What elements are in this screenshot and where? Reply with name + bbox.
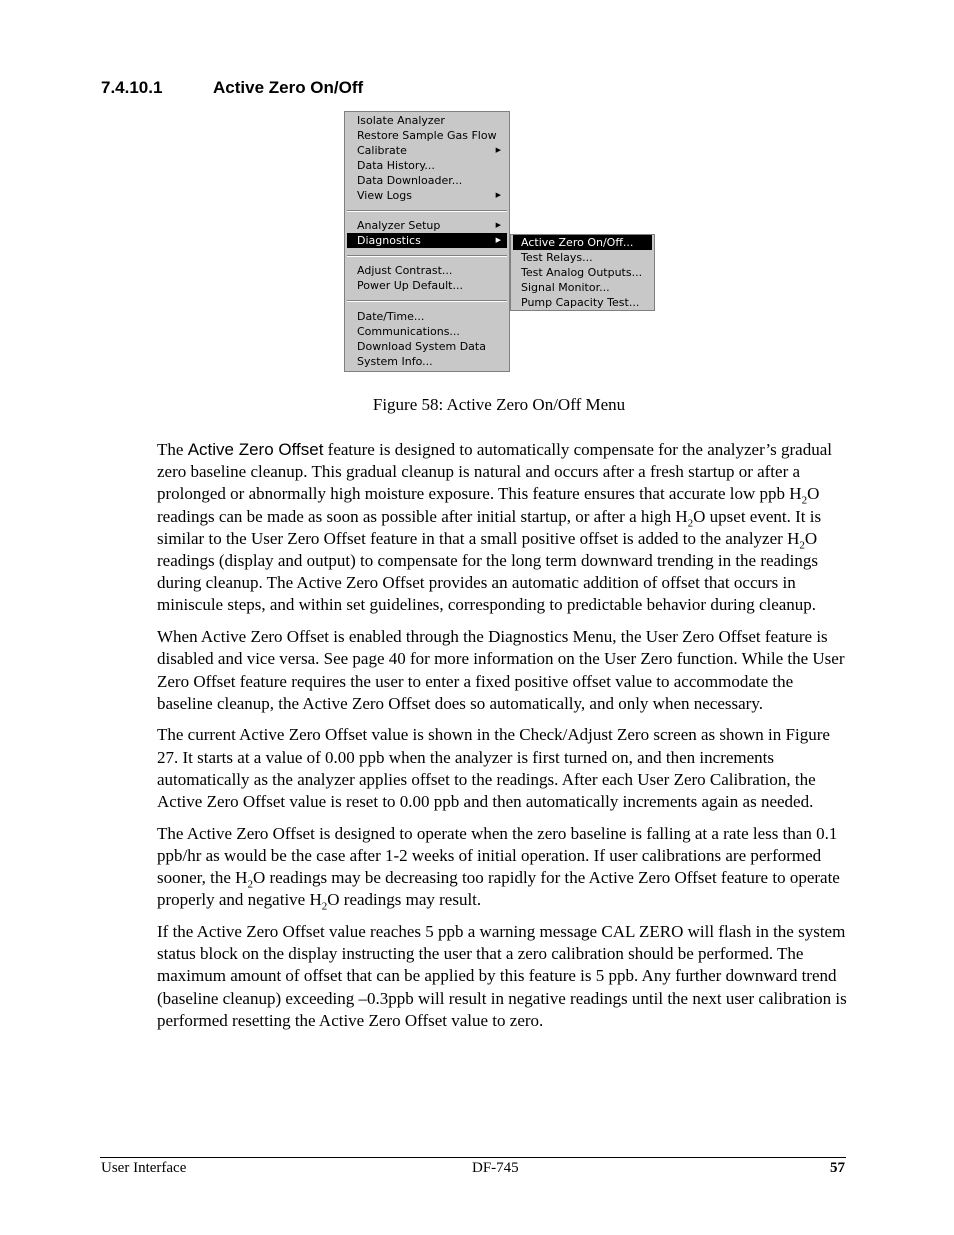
diagnostics-submenu <box>510 234 655 311</box>
menu-item-data-downloader[interactable]: Data Downloader... <box>357 174 463 187</box>
paragraph: When Active Zero Offset is enabled through the Diagnostics Menu, the User Zero Offset feature is disabled and vice versa. See page 40 for more information on the User Zero function. While the User Zero Offset feature requires the user to enter a fixed positive offset value to accommodate the baseline cleanup, the Active Zero Offset does so automatically, and only when necessary. <box>157 627 845 713</box>
text-run: O readings (display and output) to compensate for the long term downward trending in the readings during cleanup. The Active Zero Offset provides an automatic addition of offset that occurs in miniscule steps, and within set guidelines, corresponding to predictable behavior during cleanup. <box>157 528 818 615</box>
submenu-arrow-icon: ▶ <box>495 191 501 199</box>
text-run: O readings can be made as soon as possible after initial startup, or after a high H <box>157 484 820 526</box>
paragraph <box>157 823 847 912</box>
figure-caption: Figure 58: Active Zero On/Off Menu <box>372 395 626 414</box>
submenu-arrow-icon: ▶ <box>495 221 501 229</box>
menu-item-power-up-default[interactable]: Power Up Default... <box>357 279 463 292</box>
footer-doc-id: DF-745 <box>472 1160 519 1176</box>
submenu-item-pump-capacity-test[interactable]: Pump Capacity Test... <box>521 296 640 309</box>
subscript: 2 <box>801 494 808 507</box>
menu-item-label: Diagnostics <box>357 234 421 247</box>
subscript: 2 <box>799 539 805 552</box>
menu-item-calibrate[interactable] <box>347 143 507 158</box>
submenu-item-test-analog-outputs[interactable]: Test Analog Outputs... <box>521 266 643 279</box>
menu-item-communications[interactable]: Communications... <box>357 325 460 338</box>
section-number: 7.4.10.1 <box>101 78 163 97</box>
menu-item-download-system-data[interactable]: Download System Data <box>357 340 486 353</box>
menu-separator <box>347 255 507 257</box>
paragraph: The current Active Zero Offset value is shown in the Check/Adjust Zero screen as shown in Figure 27. It starts at a value of 0.00 ppb when the analyzer is first turned on, and then increments automatically as the analyzer applies offset to the readings. After each User Zero Calibration, the Active Zero Offset value is reset to 0.00 ppb and then automatically increments again as needed. <box>157 725 830 812</box>
main-menu <box>344 111 510 372</box>
menu-item-isolate-analyzer[interactable]: Isolate Analyzer <box>357 114 445 127</box>
menu-item-label: Calibrate <box>357 144 407 157</box>
text-run: The <box>157 440 184 459</box>
section-heading <box>101 78 363 98</box>
submenu-arrow-icon: ▶ <box>495 236 501 244</box>
submenu-item-active-zero[interactable]: Active Zero On/Off... <box>513 235 652 250</box>
page-number: 57 <box>830 1160 845 1176</box>
text-run: O readings may result. <box>327 890 482 910</box>
menu-item-date-time[interactable]: Date/Time... <box>357 310 425 323</box>
subscript: 2 <box>321 900 328 913</box>
menu-item-label: View Logs <box>357 189 412 202</box>
submenu-item-signal-monitor[interactable]: Signal Monitor... <box>521 281 610 294</box>
menu-item-adjust-contrast[interactable]: Adjust Contrast... <box>357 264 453 277</box>
subscript: 2 <box>687 517 694 529</box>
menu-separator <box>347 300 507 302</box>
subscript: 2 <box>247 878 253 891</box>
menu-item-view-logs[interactable] <box>347 188 507 203</box>
menu-item-diagnostics[interactable] <box>347 233 507 248</box>
text-run: O readings may be decreasing too rapidly for the Active Zero Offset feature to operate properly and negative H <box>157 868 840 910</box>
text-run: feature is designed to automatically compensate for the analyzer’s gradual zero baseline cleanup. This gradual cleanup is natural and occurs after a fresh startup or after a prolonged or abnormally high moisture exposure. This feature ensures that accurate low ppb H <box>157 440 832 504</box>
body-text <box>157 439 847 1042</box>
text-run: The Active Zero Offset is designed to operate when the zero baseline is falling at a rate less than 0.1 ppb/hr as would be the case after 1-2 weeks of initial operation. If user calibrations are performed sooner, the H <box>157 823 838 888</box>
submenu-item-test-relays[interactable]: Test Relays... <box>521 251 593 264</box>
submenu-arrow-icon: ▶ <box>495 146 501 154</box>
footer-divider <box>100 1157 846 1158</box>
menu-item-label: Analyzer Setup <box>357 219 441 232</box>
text-run: O upset event. It is similar to the User Zero Offset feature in that a small positive offset is added to the analyzer H <box>157 506 822 548</box>
feature-name: Active Zero Offset <box>187 440 324 459</box>
menu-item-restore-sample-gas-flow[interactable]: Restore Sample Gas Flow <box>357 129 497 142</box>
menu-item-data-history[interactable]: Data History... <box>357 159 435 172</box>
section-title: Active Zero On/Off <box>213 78 364 97</box>
menu-item-system-info[interactable]: System Info... <box>357 355 433 368</box>
menu-item-analyzer-setup[interactable] <box>347 218 507 233</box>
paragraph <box>157 439 847 617</box>
paragraph: If the Active Zero Offset value reaches 5 ppb a warning message CAL ZERO will flash in the system status block on the display instructing the user that a zero calibration should be performed. The maximum amount of offset that can be applied by this feature is 5 ppb. Any further downward trend (baseline cleanup) exceeding –0.3ppb will result in negative readings until the next user calibration is performed resetting the Active Zero Offset value to zero. <box>157 922 847 1030</box>
menu-separator <box>347 210 507 212</box>
footer-section: User Interface <box>101 1160 187 1176</box>
